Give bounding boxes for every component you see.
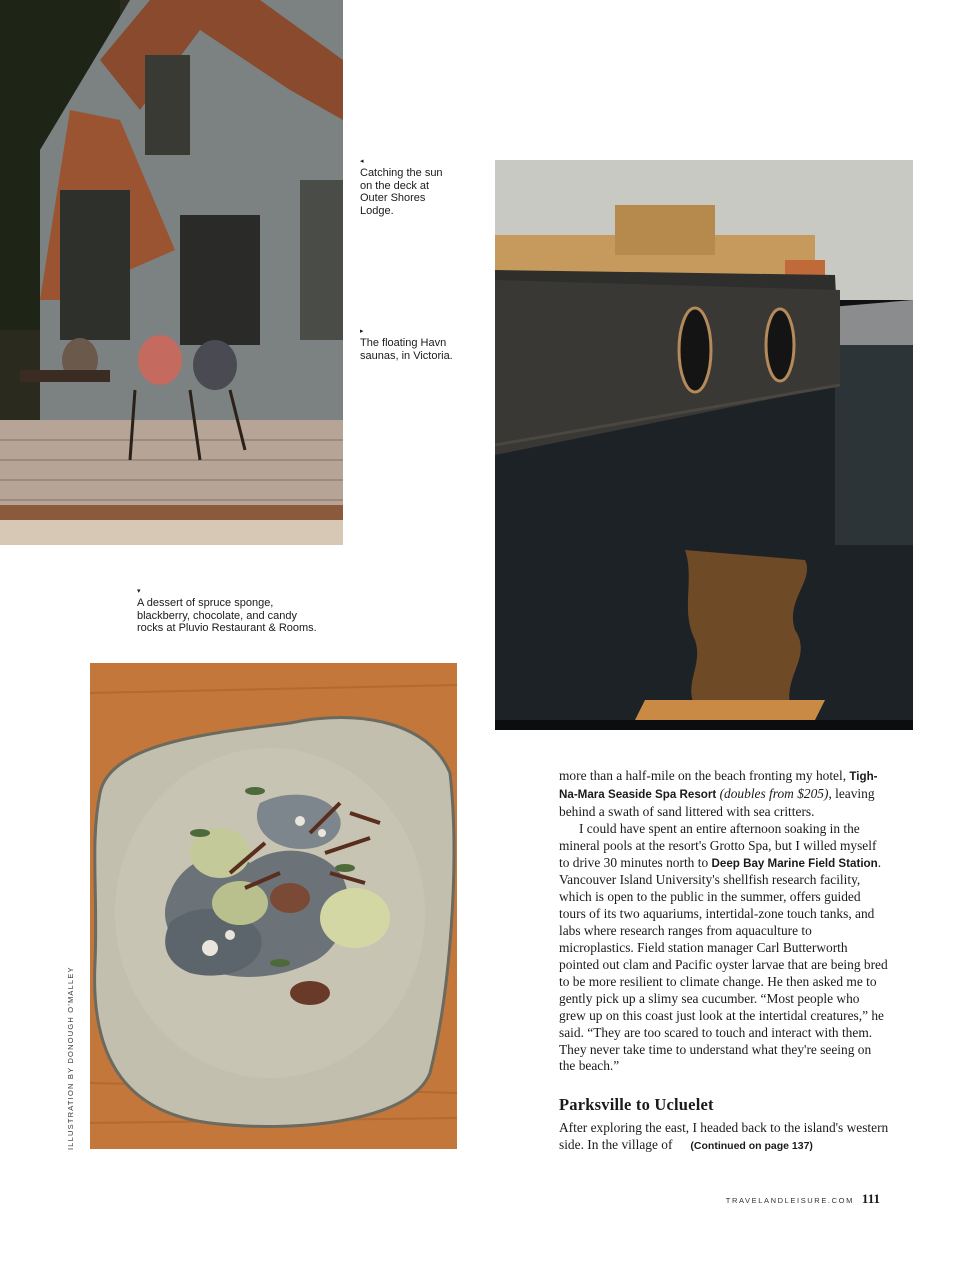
- paragraph-2-text-b: . Vancouver Island University's shellfish research facility, which is open to the public in the summer, offers guided tours of its two aquariums, intertidal-zone touch tanks, and labs where research ranges from aquaculture to microplastics. Field station manager Carl Butterworth pointed out clam and Pacific oyster larvae that are being bred to be more resilient to climate change. He then asked me to gently pick up a slimy sea cucumber. “Most people who grew up on this coast just look at the intertidal creatures,” he said. “They are too scared to touch and interact with them. They never take time to understand what they're seeing on the beach.”: [559, 854, 888, 1074]
- paragraph-1: [559, 768, 889, 821]
- paragraph-2: [559, 821, 889, 1076]
- page-footer: [726, 1191, 880, 1207]
- caption-arrow-right-icon: ▸: [360, 328, 364, 335]
- photo-havn-saunas: [495, 160, 913, 730]
- section-heading: Parksville to Ucluelet: [559, 1095, 714, 1115]
- photo-outer-shores-lodge: [0, 0, 343, 545]
- caption-havn-saunas: [360, 327, 470, 362]
- paragraph-1-text-b: , leaving behind a swath of sand littered with sea critters.: [559, 785, 875, 819]
- caption-arrow-left-icon: ◂: [360, 158, 364, 165]
- caption-outer-shores-lodge: [360, 157, 450, 217]
- paragraph-3: [559, 1120, 889, 1155]
- paragraph-2-text-a: I could have spent an entire afternoon soaking in the mineral pools at the resort's Grotto Spa, but I willed myself to drive 30 minutes north to: [559, 820, 877, 870]
- caption-text: A dessert of spruce sponge, blackberry, chocolate, and candy rocks at Pluvio Restaurant & Rooms.: [137, 597, 317, 634]
- footer-site: TRAVELANDLEISURE.COM: [725, 1196, 854, 1205]
- field-station-name: Deep Bay Marine Field Station: [711, 856, 878, 870]
- photo-credit: ILLUSTRATION BY DONOUGH O'MALLEY: [66, 966, 75, 1150]
- resort-name: Tigh-Na-Mara Seaside Spa Resort: [559, 770, 878, 801]
- article-body: [559, 768, 889, 1155]
- continued-link: (Continued on page 137): [690, 1140, 813, 1153]
- caption-arrow-down-icon: ▾: [137, 588, 141, 595]
- caption-text: The floating Havn saunas, in Victoria.: [360, 337, 453, 362]
- resort-price: (doubles from $205): [716, 785, 829, 801]
- photo-pluvio-dessert: [90, 663, 457, 1149]
- page-number: 111: [861, 1191, 880, 1206]
- caption-pluvio-dessert: [137, 587, 317, 635]
- paragraph-1-text-a: more than a half-mile on the beach fronting my hotel,: [559, 768, 850, 783]
- paragraph-3-text: After exploring the east, I headed back to the island's western side. In the village of: [559, 1120, 889, 1153]
- caption-text: Catching the sun on the deck at Outer Shores Lodge.: [360, 167, 443, 217]
